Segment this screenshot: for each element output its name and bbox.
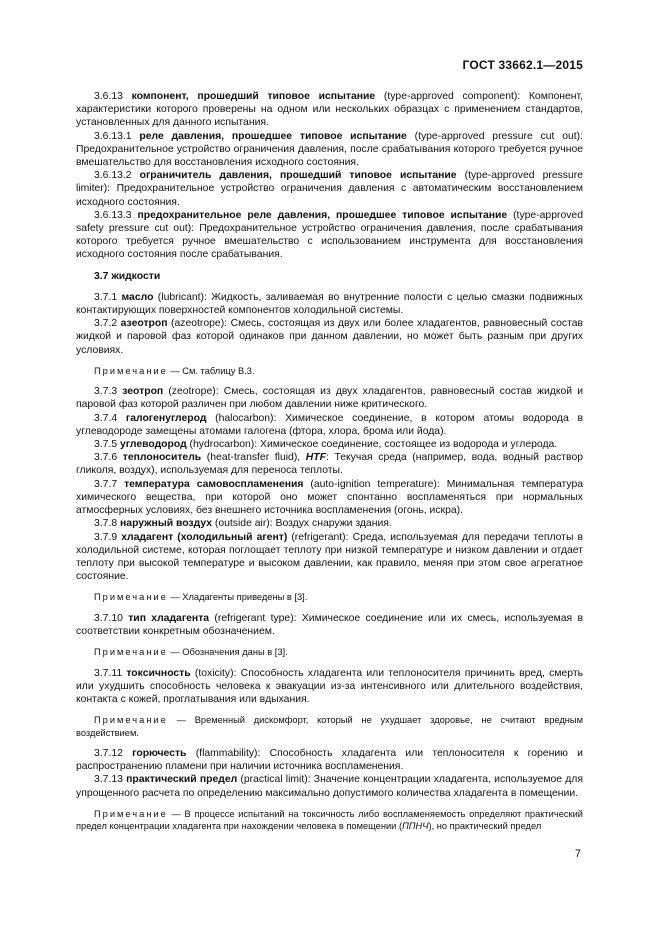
definition-3-7-3: 3.7.3 зеотроп (zeotrope): Смесь, состоящая из двух хладагентов, равновесный состав жидкой и паровой фаз которой различен при любом давлении ниже критического. xyxy=(76,386,584,411)
abbreviation: ППНЧ xyxy=(402,821,429,832)
term: ограничитель давления, прошедший типовое испытание xyxy=(139,170,457,182)
page-number: 7 xyxy=(574,848,581,860)
definition-3-7-9: 3.7.9 хладагент (холодильный агент) (refrigerant): Среда, используемая для передачи теплоты в холодильной системе, которая поглощает теплоту при низкой температуре и низком давлении и отдает теплоту при высокой температуре и высоком давлении, как правило, меняя при этом свое агрегатное состояние. xyxy=(76,531,583,583)
definition-3-7-5: 3.7.5 углеводород (hydrocarbon): Химическое соединение, состоящее из водорода и углерода. xyxy=(94,439,558,451)
term: температура самовоспламенения xyxy=(124,478,304,490)
definition-3-6-13-2: 3.6.13.2 ограничитель давления, прошедший типовое испытание (type-approved pressure limiter): Предохранительное устройство ограничения давления с автоматическим восстановлением исходного состояния. xyxy=(76,170,584,208)
term: компонент, прошедший типовое испытание xyxy=(131,91,376,102)
definition-3-7-4: 3.7.4 галогенуглерод (halocarbon): Химическое соединение, в котором атомы водорода в углеводороде замещены атомами галогена (фтора, хлора, брома или йода). xyxy=(76,412,584,437)
term: хладагент (холодильный агент) xyxy=(121,531,288,543)
term: токсичность xyxy=(126,667,191,679)
term: горючесть xyxy=(132,747,187,759)
term: зеотроп xyxy=(122,386,164,398)
note: Примечание — Хладагенты приведены в [3]. xyxy=(94,592,308,603)
definition-3-7-11: 3.7.11 токсичность (toxicity): Способность хладагента или теплоносителя причинить вред, смерть или ухудшить способность человека к эвакуации из-за интенсивного или длительного воздействия, контакта с кожей, проглатывания или вдыхания. xyxy=(76,667,583,705)
note: Примечание — Временный дискомфорт, который не ухудшает здоровье, не считают вредным воздействием. xyxy=(76,715,583,738)
abbreviation: HTF xyxy=(305,452,326,464)
term: теплоноситель xyxy=(122,452,202,464)
definition-3-7-2: 3.7.2 азеотроп (azeotrope): Смесь, состоящая из двух или более хладагентов, равновесный состав жидкой и паровой фаз которой одинаков при данном давлении, но может быть разным при других условиях. xyxy=(76,318,584,356)
note: Примечание — См. таблицу В.3. xyxy=(94,365,255,376)
definition-3-7-10: 3.7.10 тип хладагента (refrigerant type): Химическое соединение или их смесь, используемая в соответствии конкретным обозначением. xyxy=(76,612,583,637)
definition-3-6-13-1: 3.6.13.1 реле давления, прошедшее типовое испытание (type-approved pressure cut out): Предохранительное устройство ограничения давления, после срабатывания которого требуется ручное вмешательство для восстановления исходного состояния. xyxy=(76,130,583,169)
term: азеотроп xyxy=(120,318,168,330)
definition-3-7-1: 3.7.1 масло (lubricant): Жидкость, заливаемая во внутренние полости с целью смазки подвижных контактирующих поверхностей компонентов холодильной системы. xyxy=(76,291,583,317)
definition-3-6-13-3: 3.6.13.3 предохранительное реле давления, прошедшее типовое испытание (type-approved safety pressure cut out): Предохранительное устройство ограничения давления, после срабатывания которого требуется ручное вмешательство с использованием инструмента для восстановления исходного состояния после срабатывания. xyxy=(76,209,583,261)
note: Примечание — В процессе испытаний на токсичность либо воспламеняемость определяют практический предел концентрации хладагента при нахождении человека в помещении (ППНЧ), но практический предел xyxy=(76,808,583,832)
definition-3-7-12: 3.7.12 горючесть (flammability): Способность хладагента или теплоносителя к горению и распространению пламени при наличии источника воспламенения. xyxy=(76,747,583,773)
term: предохранительное реле давления, прошедшее типовое испытание xyxy=(137,209,508,221)
term: тип хладагента xyxy=(128,612,210,624)
definition-3-7-8: 3.7.8 наружный воздух (outside air): Воздух снаружи здания. xyxy=(94,518,392,530)
document-body xyxy=(76,90,583,833)
definition-3-7-13: 3.7.13 практический предел (practical limit): Значение концентрации хладагента, используемое для упрощенного расчета по определению максимально допустимого количества хладагента в помещении. xyxy=(76,774,583,799)
definition-3-7-6: 3.7.6 теплоноситель (heat-transfer fluid), HTF: Текучая среда (например, вода, водный раствор гликоля, воздух), используемая для переноса теплоты. xyxy=(76,452,583,477)
section-heading: 3.7 жидкости xyxy=(94,270,161,282)
term: углеводород xyxy=(120,439,187,451)
standard-designation: ГОСТ 33662.1—2015 xyxy=(462,58,583,72)
definition-3-7-7: 3.7.7 температура самовоспламенения (auto-ignition temperature): Минимальная температура химического вещества, при которой оно может спонтанно воспламеняться при нормальных атмосферных условиях, без внешнего источника воспламенения (огонь, искра). xyxy=(76,478,584,517)
term: практический предел xyxy=(126,774,238,786)
term: масло xyxy=(121,291,154,303)
note: Примечание — Обозначения даны в [3]. xyxy=(94,647,288,658)
term: реле давления, прошедшее типовое испытание xyxy=(139,130,407,142)
term: наружный воздух xyxy=(120,518,213,530)
definition-3-6-13: 3.6.13 компонент, прошедший типовое испытание (type-approved component): Компонент, характеристики которого проверены на одном или нескольких образцах с применением стандартов, установленных для данного испытания. xyxy=(76,91,583,129)
term: галогенуглерод xyxy=(125,412,207,424)
